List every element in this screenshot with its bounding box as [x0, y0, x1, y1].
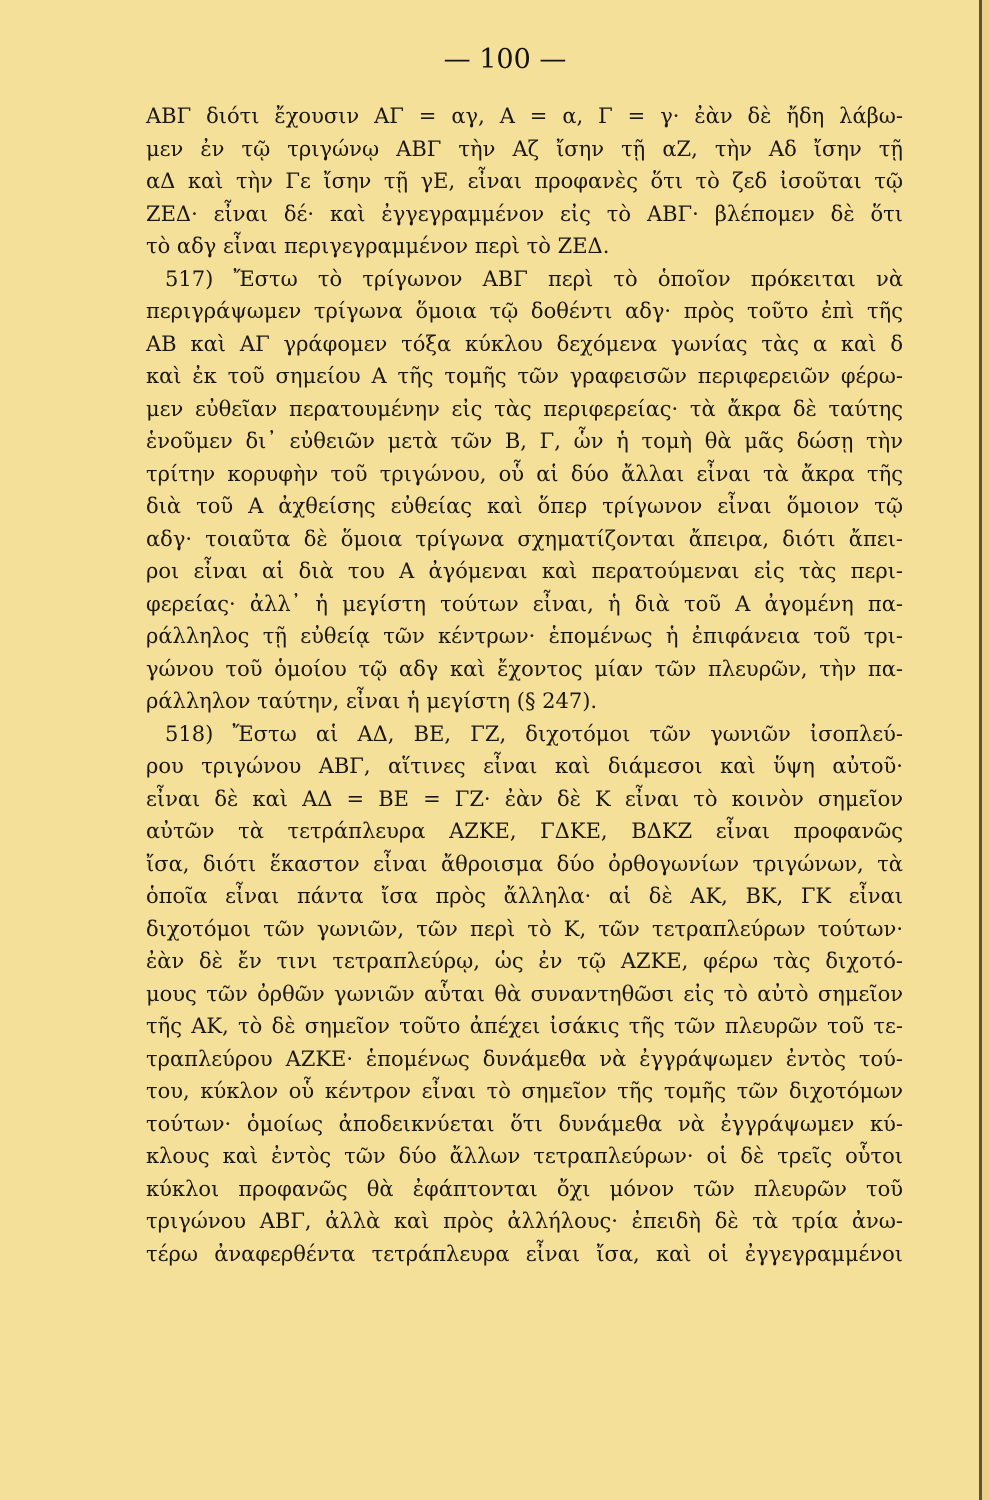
text-line: ΑΒ καὶ ΑΓ γράφομεν τόξα κύκλου δεχόμενα γωνίας τὰς α καὶ δ [146, 331, 903, 356]
text-line: ράλληλος τῇ εὐθείᾳ τῶν κέντρων· ἑπομένως ἡ ἐπιφάνεια τοῦ τρι- [146, 624, 903, 648]
text-line: τέρω ἀναφερθέντα τετράπλευρα εἶναι ἴσα, καὶ οἱ ἐγγεγραμμένοι [146, 1241, 903, 1266]
text-line: εἶναι δὲ καὶ ΑΔ = ΒΕ = ΓΖ· ἐὰν δὲ Κ εἶναι τὸ κοινὸν σημεῖον [146, 786, 903, 811]
text-line: γώνου τοῦ ὁμοίου τῷ αδγ καὶ ἔχοντος μίαν τῶν πλευρῶν, τὴν πα- [146, 656, 903, 681]
text-line: περιγράψωμεν τρίγωνα ὅμοια τῷ δοθέντι αδγ· πρὸς τοῦτο ἐπὶ τῆς [146, 299, 903, 323]
text-line: μεν εὐθεῖαν περατουμένην εἰς τὰς περιφερείας· τὰ ἄκρα δὲ ταύτης [146, 396, 903, 421]
text-line: καὶ ἐκ τοῦ σημείου Α τῆς τομῆς τῶν γραφεισῶν περιφερειῶν φέρω- [146, 364, 903, 388]
text-line: του, κύκλον οὗ κέντρον εἶναι τὸ σημεῖον τῆς τομῆς τῶν διχοτόμων [146, 1079, 903, 1103]
text-line: τῆς ΑΚ, τὸ δὲ σημεῖον τοῦτο ἀπέχει ἰσάκις τῆς τῶν πλευρῶν τοῦ τε- [146, 1014, 903, 1038]
page-number: — 100 — [443, 44, 567, 75]
text-line: αΔ καὶ τὴν Γε ἴσην τῇ γΕ, εἶναι προφανὲς ὅτι τὸ ζεδ ἰσοῦται τῷ [146, 169, 903, 193]
body-text [146, 100, 903, 1270]
text-line: μεν ἐν τῷ τριγώνῳ ΑΒΓ τὴν Αζ ἴσην τῇ αΖ, τὴν Αδ ἴσην τῇ [146, 136, 903, 161]
paragraph-start-517: 517) Ἔστω τὸ τρίγωνον ΑΒΓ περὶ τὸ ὁποῖον πρόκειται νὰ [165, 266, 903, 291]
text-line: ΖΕΔ· εἶναι δέ· καὶ ἐγγεγραμμένον εἰς τὸ ΑΒΓ· βλέπομεν δὲ ὅτι [146, 201, 903, 226]
text-line: κλους καὶ ἐντὸς τῶν δύο ἄλλων τετραπλεύρων· οἱ δὲ τρεῖς οὗτοι [146, 1144, 903, 1168]
text-line: διχοτόμοι τῶν γωνιῶν, τῶν περὶ τὸ Κ, τῶν τετραπλεύρων τούτων· [146, 916, 903, 941]
text-line: ράλληλον ταύτην, εἶναι ἡ μεγίστη (§ 247). [146, 689, 598, 713]
text-line: κύκλοι προφανῶς θὰ ἐφάπτονται ὄχι μόνον τῶν πλευρῶν τοῦ [146, 1176, 903, 1201]
text-line: ΑΒΓ διότι ἔχουσιν ΑΓ = αγ, Α = α, Γ = γ· ἐὰν δὲ ἤδη λάβω- [146, 104, 903, 128]
text-line: αδγ· τοιαῦτα δὲ ὅμοια τρίγωνα σχηματίζονται ἄπειρα, διότι ἄπει- [146, 526, 903, 551]
page-edge-line [979, 0, 982, 1500]
text-line: τὸ αδγ εἶναι περιγεγραμμένον περὶ τὸ ΖΕΔ. [146, 234, 610, 258]
text-line: τριγώνου ΑΒΓ, ἀλλὰ καὶ πρὸς ἀλλήλους· ἐπειδὴ δὲ τὰ τρία ἀνω- [146, 1209, 903, 1233]
text-line: ρου τριγώνου ΑΒΓ, αἵτινες εἶναι καὶ διάμεσοι καὶ ὕψη αὐτοῦ· [146, 754, 903, 778]
text-line: ὁποῖα εἶναι πάντα ἴσα πρὸς ἄλληλα· αἱ δὲ ΑΚ, ΒΚ, ΓΚ εἶναι [146, 884, 903, 908]
text-line: διὰ τοῦ Α ἀχθείσης εὐθείας καὶ ὅπερ τρίγωνον εἶναι ὅμοιον τῷ [146, 494, 903, 518]
text-line: φερείας· ἀλλ᾽ ἡ μεγίστη τούτων εἶναι, ἡ διὰ τοῦ Α ἀγομένη πα- [146, 591, 903, 616]
text-line: ροι εἶναι αἱ διὰ του Α ἀγόμεναι καὶ περατούμεναι εἰς τὰς περι- [146, 559, 903, 583]
text-line: αὐτῶν τὰ τετράπλευρα ΑΖΚΕ, ΓΔΚΕ, ΒΔΚΖ εἶναι προφανῶς [146, 819, 903, 843]
text-line: τούτων· ὁμοίως ἀποδεικνύεται ὅτι δυνάμεθα νὰ ἐγγράψωμεν κύ- [146, 1111, 903, 1136]
text-line: ἴσα, διότι ἕκαστον εἶναι ἄθροισμα δύο ὀρθογωνίων τριγώνων, τὰ [146, 851, 903, 876]
text-line: ἑνοῦμεν δι᾽ εὐθειῶν μετὰ τῶν Β, Γ, ὧν ἡ τομὴ θὰ μᾶς δώσῃ τὴν [146, 429, 903, 453]
page-edge-shadow [982, 0, 989, 1500]
paragraph-start-518: 518) Ἔστω αἱ ΑΔ, ΒΕ, ΓΖ, διχοτόμοι τῶν γωνιῶν ἰσοπλεύ- [165, 721, 903, 746]
text-line: μους τῶν ὀρθῶν γωνιῶν αὗται θὰ συναντηθῶσι εἰς τὸ αὐτὸ σημεῖον [146, 981, 903, 1006]
text-line: τρίτην κορυφὴν τοῦ τριγώνου, οὗ αἱ δύο ἄλλαι εἶναι τὰ ἄκρα τῆς [146, 461, 903, 486]
text-line: ἐὰν δὲ ἔν τινι τετραπλεύρῳ, ὡς ἐν τῷ ΑΖΚΕ, φέρω τὰς διχοτό- [146, 949, 903, 973]
text-line: τραπλεύρου ΑΖΚΕ· ἑπομένως δυνάμεθα νὰ ἐγγράψωμεν ἐντὸς τού- [146, 1046, 903, 1071]
